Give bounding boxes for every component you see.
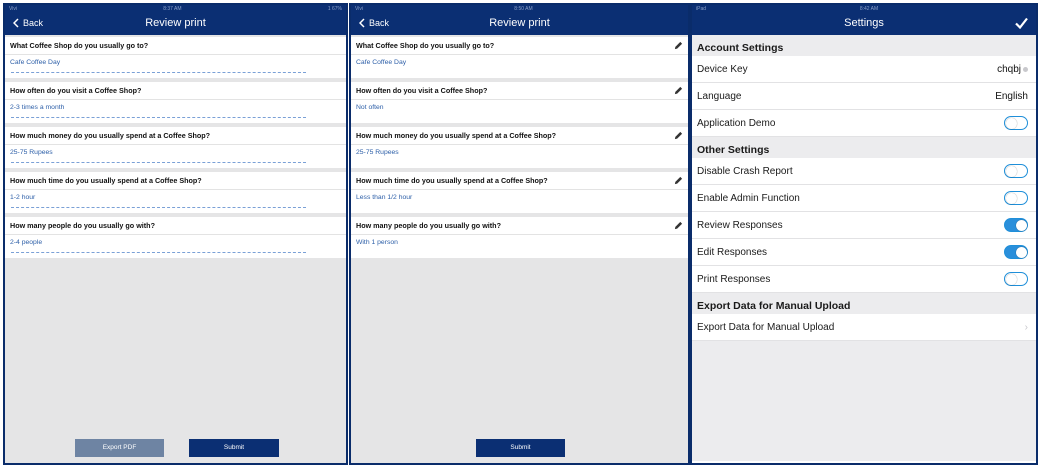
language-row[interactable] [692,83,1036,110]
chevron-right-icon: › [1024,321,1028,333]
question-text: How much time do you usually spend at a Coffee Shop? [5,172,346,190]
question-text: How many people do you usually go with? [351,217,688,235]
question-text: How many people do you usually go with? [5,217,346,235]
question-text: What Coffee Shop do you usually go to? [5,37,346,55]
status-carrier: Vivi [355,6,363,12]
edit-responses-row [692,239,1036,266]
question-list [351,35,688,258]
setting-label: Review Responses [697,219,783,231]
print-responses-toggle[interactable] [1004,272,1028,286]
question-text: How often do you visit a Coffee Shop? [5,82,346,100]
status-bar [351,5,688,13]
empty-area [692,341,1036,461]
submit-button[interactable]: Submit [476,439,565,457]
info-dot-icon [1023,67,1028,72]
answer-text: 2-4 people [10,239,43,246]
section-header-export: Export Data for Manual Upload [692,293,1036,314]
answer-text: 25-75 Rupees [356,149,399,156]
application-demo-toggle[interactable] [1004,116,1028,130]
review-print-screen-2 [349,3,690,465]
page-title: Review print [489,17,550,29]
question-card [5,37,346,78]
setting-label: Enable Admin Function [697,192,800,204]
application-demo-label: Application Demo [697,117,776,129]
back-label: Back [369,18,390,28]
question-card [351,82,688,123]
status-bar [5,5,346,13]
disable-crash-report-toggle[interactable] [1004,164,1028,178]
page-title: Settings [844,17,884,29]
question-card [5,82,346,123]
nav-bar [5,13,346,35]
question-text: How often do you visit a Coffee Shop? [351,82,688,100]
answer-underline [11,162,306,163]
disable-crash-report-row [692,158,1036,185]
status-carrier: Vivi [9,6,17,12]
question-card [5,217,346,258]
question-text: How much money do you usually spend at a Coffee Shop? [351,127,688,145]
pencil-icon[interactable] [674,86,683,95]
answer-text: Not often [356,104,384,111]
question-list [5,35,346,258]
checkmark-icon[interactable] [1015,17,1028,29]
answer-text: With 1 person [356,239,398,246]
nav-bar [351,13,688,35]
back-label: Back [23,18,44,28]
question-card [5,172,346,213]
question-text: What Coffee Shop do you usually go to? [351,37,688,55]
print-responses-row [692,266,1036,293]
device-key-label: Device Key [697,63,748,75]
pencil-icon[interactable] [674,131,683,140]
answer-text: Cafe Coffee Day [10,59,61,66]
status-bar [692,5,1036,13]
answer-underline [11,117,306,118]
submit-button[interactable]: Submit [189,439,279,457]
question-card [351,127,688,168]
review-responses-row [692,212,1036,239]
setting-label: Disable Crash Report [697,165,793,177]
pencil-icon[interactable] [674,41,683,50]
language-label: Language [697,90,742,102]
edit-responses-toggle[interactable] [1004,245,1028,259]
answer-underline [11,252,306,253]
device-key-row[interactable] [692,56,1036,83]
pencil-icon[interactable] [674,176,683,185]
answer-text: 25-75 Rupees [10,149,53,156]
settings-screen [690,3,1038,465]
status-time: 8:50 AM [514,6,533,12]
question-text: How much time do you usually spend at a Coffee Shop? [351,172,688,190]
question-card [351,217,688,258]
review-print-screen-1 [3,3,348,465]
status-carrier: iPad [696,6,707,12]
question-card [351,37,688,78]
status-time: 8:37 AM [163,6,182,12]
language-value: English [995,90,1028,102]
question-text: How much money do you usually spend at a Coffee Shop? [5,127,346,145]
answer-underline [11,72,306,73]
nav-bar [692,13,1036,35]
enable-admin-function-toggle[interactable] [1004,191,1028,205]
device-key-value: chqbj [997,63,1021,75]
answer-underline [11,207,306,208]
application-demo-row [692,110,1036,137]
pencil-icon[interactable] [674,221,683,230]
answer-text: Cafe Coffee Day [356,59,407,66]
setting-label: Print Responses [697,273,771,285]
status-time: 8:42 AM [859,6,879,12]
export-data-label: Export Data for Manual Upload [697,321,835,333]
answer-text: 1-2 hour [10,194,36,201]
answer-text: Less than 1/2 hour [356,194,413,201]
review-responses-toggle[interactable] [1004,218,1028,232]
enable-admin-function-row [692,185,1036,212]
setting-label: Edit Responses [697,246,768,258]
status-battery: 1 67% [327,6,342,12]
page-title: Review print [145,17,206,29]
question-card [5,127,346,168]
export-pdf-button[interactable]: Export PDF [75,439,164,457]
answer-text: 2-3 times a month [10,104,65,111]
section-header-other: Other Settings [692,137,1036,158]
question-card [351,172,688,213]
section-header-account: Account Settings [692,35,1036,56]
export-data-row[interactable] [692,314,1036,341]
